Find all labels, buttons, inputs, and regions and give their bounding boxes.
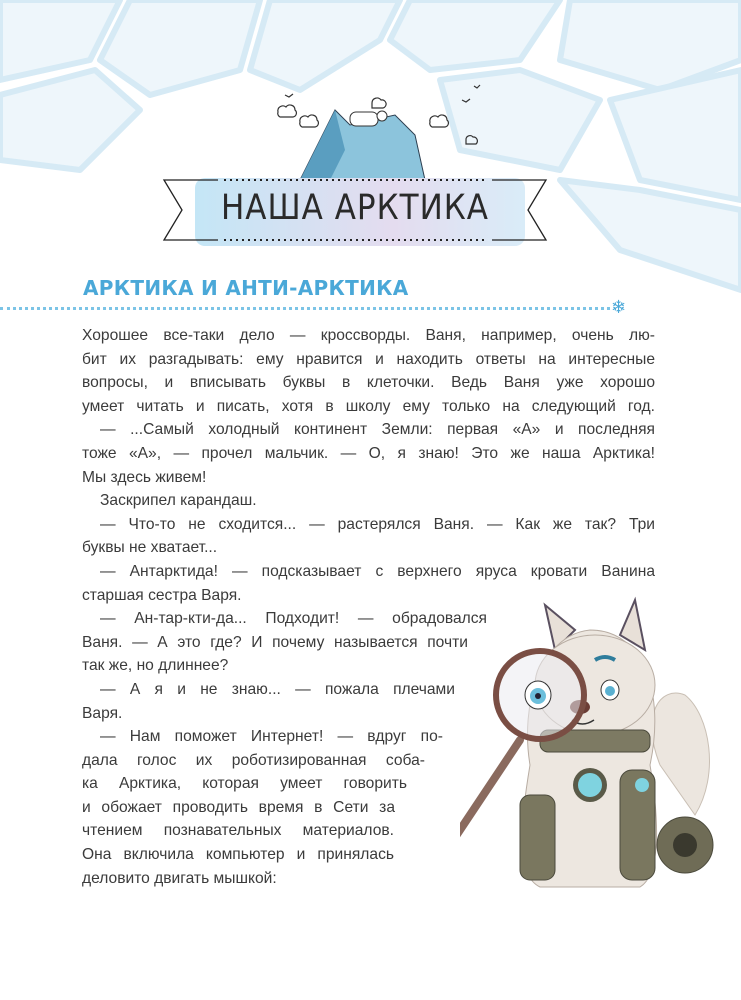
text-line: Варя.: [82, 704, 123, 722]
text-line: — Антарктида! — подсказывает с верхнего яруса кровати Ванина: [100, 562, 655, 580]
text-line: дала голос их роботизированная соба-: [82, 751, 425, 769]
text-line: Заскрипел карандаш.: [100, 492, 257, 510]
text-line: старшая сестра Варя.: [82, 586, 242, 604]
text-line: умеет читать и писать, хотя в школу ему только на следующий год.: [82, 397, 655, 415]
text-line: и обожает проводить время в Сети за: [82, 798, 395, 816]
text-line: бит их разгадывать: ему нравится и находить ответы на интересные: [82, 350, 655, 368]
robot-dog-with-magnifier-illustration: [460, 595, 730, 895]
text-line: ка Арктика, которая умеет говорить: [82, 775, 407, 793]
text-line: — Что-то не сходится... — растерялся Ваня. — Как же так? Три: [100, 515, 655, 533]
text-line: Мы здесь живем!: [82, 468, 207, 486]
text-line: — ...Самый холодный континент Земли: первая «А» и последняя: [100, 421, 655, 439]
text-line: — А я и не знаю... — пожала плечами: [100, 680, 455, 698]
section-heading: АРКТИКА И АНТИ-АРКТИКА: [83, 276, 409, 300]
text-line: тоже «А», — прочел мальчик. — О, я знаю! Это же наша Арктика!: [82, 444, 655, 462]
chapter-title: НАША АРКТИКА: [221, 187, 489, 229]
iceberg-polar-bear-illustration: [0, 0, 741, 300]
text-line: деловито двигать мышкой:: [82, 869, 277, 887]
text-line: вопросы, и вписывать буквы в клеточки. Ведь Ваня уже хорошо: [82, 374, 655, 392]
snowflake-icon: ❄: [611, 297, 627, 317]
dotted-divider: [0, 307, 610, 310]
text-line: Она включила компьютер и принялась: [82, 846, 394, 864]
text-line: — Ан-тар-кти-да... Подходит! — обрадовался: [100, 610, 487, 628]
text-line: буквы не хватает...: [82, 539, 218, 557]
text-line: Хорошее все-таки дело — кроссворды. Ваня, например, очень лю-: [82, 327, 655, 344]
text-line: так же, но длиннее?: [82, 657, 229, 675]
text-line: Ваня. — А это где? И почему называется почти: [82, 633, 468, 651]
text-line: — Нам поможет Интернет! — вдруг по-: [100, 728, 443, 746]
text-line: чтением познавательных материалов.: [82, 822, 394, 840]
